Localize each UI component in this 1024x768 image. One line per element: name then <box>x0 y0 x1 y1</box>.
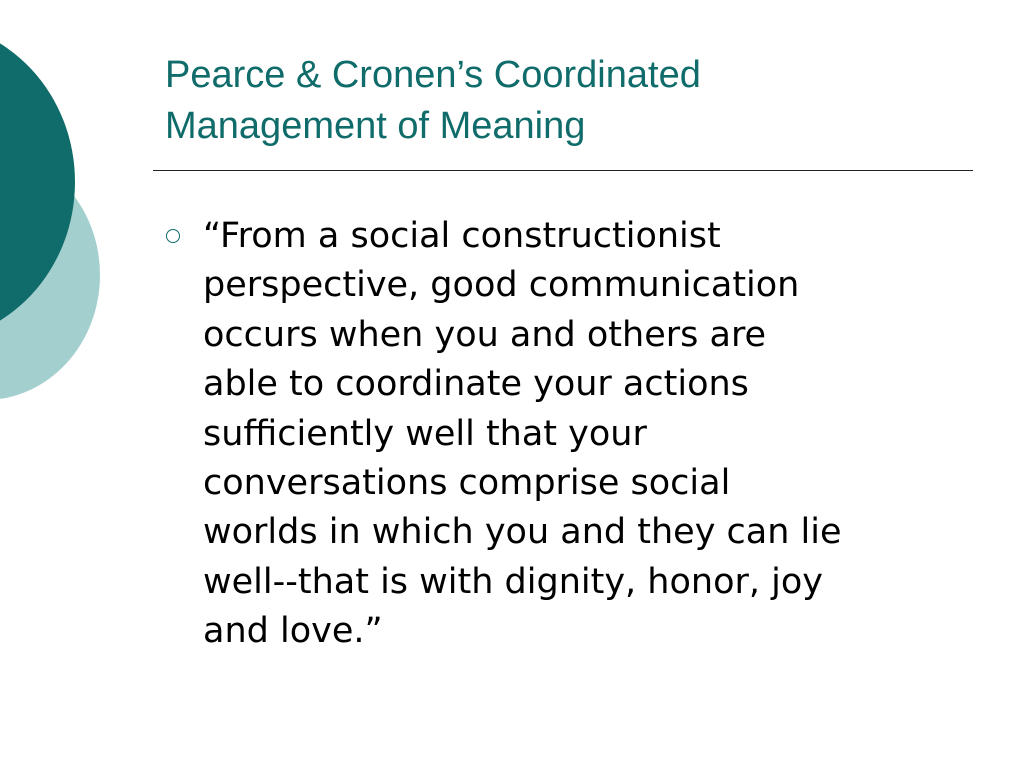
quote-line: occurs when you and others are <box>203 314 767 355</box>
slide-title <box>165 50 985 152</box>
title-line: Management of Meaning <box>165 105 586 147</box>
quote-line: well--that is with dignity, honor, joy <box>203 561 823 602</box>
quote-line: “From a social constructionist <box>203 216 721 256</box>
quote-line: able to coordinate your actions <box>203 364 749 405</box>
quote-line: conversations comprise social <box>203 463 731 504</box>
quote-line: and love.” <box>203 611 383 652</box>
title-divider <box>153 170 973 171</box>
quote-line: perspective, good communication <box>203 265 800 306</box>
quote-line: sufficiently well that your <box>203 413 647 454</box>
quote-line: worlds in which you and they can lie <box>203 512 842 553</box>
hollow-circle-bullet-icon <box>166 229 180 243</box>
title-line: Pearce & Cronen’s Coordinated <box>165 54 701 96</box>
quote-text <box>203 212 993 657</box>
